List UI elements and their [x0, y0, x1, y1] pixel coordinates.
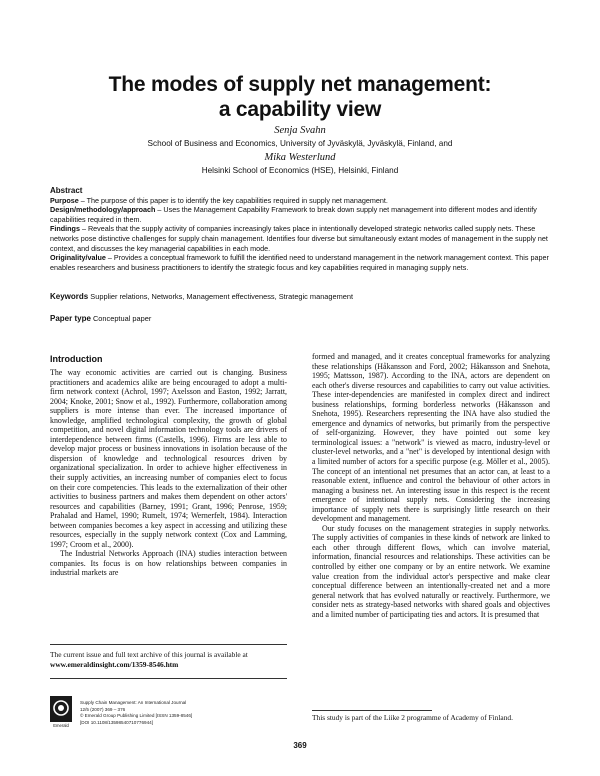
title-line-2: a capability view — [218, 98, 382, 121]
abstract-originality-label: Originality/value — [50, 253, 106, 263]
abstract-purpose — [50, 196, 550, 206]
author-2-affiliation: Helsinki School of Economics (HSE), Helsinki, Finland — [201, 166, 399, 175]
right-column — [312, 352, 550, 619]
footnote-rule-left — [50, 644, 287, 645]
paper-title — [0, 72, 600, 122]
abstract-findings — [50, 224, 550, 253]
intro-paragraph-1: The way economic activities are carried out is changing. Business practitioners and academics alike are being encouraged to adopt a multi-firm network context (Achrol, 1997; Axelsson and Easton, 1992; Jarratt, 2004; Knoke, 2001; Snow et al., 1992). Furthermore, collaboration among suppliers is more intense than ever. The increased importance of knowledge, amplified technological complexity, the growth of global competition, and novel digital information technology tools are drivers of interdependence between firms (Castells, 1996). Firms are less able to develop major process or business innovations in isolation because of the dispersion of knowledge and technological resources driven by organizational specialization. In order to achieve higher effectiveness in their supply activities, an increasing number of companies elect to focus on their core competencies. This leads to the externalization of their other activities to business partners and makes them dependent on other actors' resources and capabilities (Barney, 1991; Grant, 1996; Penrose, 1959; Prahalad and Hamel, 1990; Rumelt, 1974; Wernerfelt, 1984). Interaction between companies becomes a key aspect in accessing and utilizing these resources, especially in the supply network context (Cox and Lamming, 1997; Croom et al., 2000). — [50, 368, 287, 549]
author-1-affiliation: School of Business and Economics, University of Jyväskylä, Jyväskylä, Finland, and — [147, 139, 453, 148]
paper-type-text: Conceptual paper — [90, 314, 152, 323]
logo-text: Emerald — [53, 723, 69, 728]
author-2-name: Mika Westerlund — [264, 152, 336, 163]
abstract-originality — [50, 253, 550, 272]
paper-type — [50, 314, 550, 323]
abstract — [50, 186, 550, 272]
intro-paragraph-2: The Industrial Networks Approach (INA) studies interaction between companies. Its focus is on how relationships between companies in industrial markets are — [50, 549, 287, 578]
abstract-purpose-text: – The purpose of this paper is to identify the key capabilities required in supply net management. — [78, 195, 388, 205]
intro-paragraph-4: Our study focuses on the management strategies in supply networks. The supply activities of companies in these kinds of network are linked to each other through different flows, which can involve material, information, financial resources and relationships. These activities can be controlled by either one company or by an entire network. We examine value creation from the individual actor's perspective and make clear conceptual difference between an intentionally-created net and a more general network that has evolved naturally or reactively. Furthermore, we consider nets as strategy-based networks with shared goals and objectives and a limited number of participating ties and actors. It is presumed that — [312, 523, 550, 619]
left-column — [50, 368, 287, 578]
keywords-label: Keywords — [50, 292, 89, 301]
paper-type-label: Paper type — [50, 314, 91, 323]
keywords — [50, 292, 550, 301]
author-1-name: Senja Svahn — [274, 125, 326, 136]
publisher-doi: [DOI 10.1108/13598540710776944] — [80, 719, 153, 725]
section-heading-introduction: Introduction — [50, 354, 103, 364]
publisher-info — [80, 700, 192, 726]
abstract-findings-label: Findings — [50, 224, 80, 234]
archive-note-line: The current issue and full text archive of this journal is available at — [50, 650, 248, 659]
intro-paragraph-3: formed and managed, and it creates conceptual frameworks for analyzing these relationships (Håkansson and Ford, 2002; Håkansson and Snehota, 1995; Mattsson, 1987). According to the INA, actors are dependent on each other's diverse resources and capabilities to carry out value activities. These inter-dependencies are manifested in complex direct and indirect business relationships, forming borderless networks (Håkansson and Snehota, 1995). Researchers representing the INA have also studied the emergence and dynamics of networks, but primarily from the perspective of self-organizing. However, they have pointed out some key terminological issues: a "network" is viewed as macro, industry-level or cluster-level networks, and a "net" is developed by intentional design with a limited number of actors for a specific purpose (e.g. Möller et al., 2005). The concept of an intentional net presumes that an actor can, at least to a reasonable extent, influence and control the behaviour of other actors in managing a business net. An interesting issue in this respect is the recent emergence of intentional supply nets. Considering the increasing importance of supply nets there is surprisingly little research on their development and management. — [312, 352, 550, 524]
footnote-rule-left-2 — [50, 678, 287, 679]
page-number: 369 — [293, 741, 307, 750]
abstract-purpose-label: Purpose — [50, 195, 79, 205]
publisher-copyright: © Emerald Group Publishing Limited [ISSN 1359-8546] — [80, 713, 193, 719]
title-line-1: The modes of supply net management: — [108, 73, 492, 96]
footnote-rule-right — [312, 710, 432, 711]
publisher-volume: 12/5 (2007) 369 – 376 — [80, 706, 126, 712]
abstract-design-text: – Uses the Management Capability Framework to break down supply net management into different modes and identify capabilities required in them. — [50, 205, 537, 224]
emerald-logo — [50, 696, 72, 728]
keywords-text: Supplier relations, Networks, Management effectiveness, Strategic management — [88, 292, 354, 301]
abstract-design — [50, 205, 550, 224]
funding-footnote: This study is part of the Liike 2 programme of Academy of Finland. — [312, 713, 513, 722]
abstract-originality-text: – Provides a conceptual framework to fulfill the identified need to understand management in the network management context. This paper enables researchers and business practitioners to identify the strategic focus and key capabilities required in managing supply nets. — [50, 253, 549, 272]
abstract-heading: Abstract — [50, 186, 83, 195]
archive-url[interactable]: www.emeraldinsight.com/1359-8546.htm — [50, 659, 179, 669]
abstract-design-label: Design/methodology/approach — [50, 205, 156, 215]
abstract-findings-text: – Reveals that the supply activity of companies increasingly takes place in intentionally developed strategic networks called supply nets. These networks pose distinctive challenges for supply chain management. Identifies four diverse but simultaneously extant modes of management in the supply net context, and discusses the key managerial capabilities in each mode. — [50, 224, 548, 253]
journal-archive-note — [50, 650, 287, 669]
publisher-journal: Supply Chain Management: An International Journal — [80, 700, 187, 705]
